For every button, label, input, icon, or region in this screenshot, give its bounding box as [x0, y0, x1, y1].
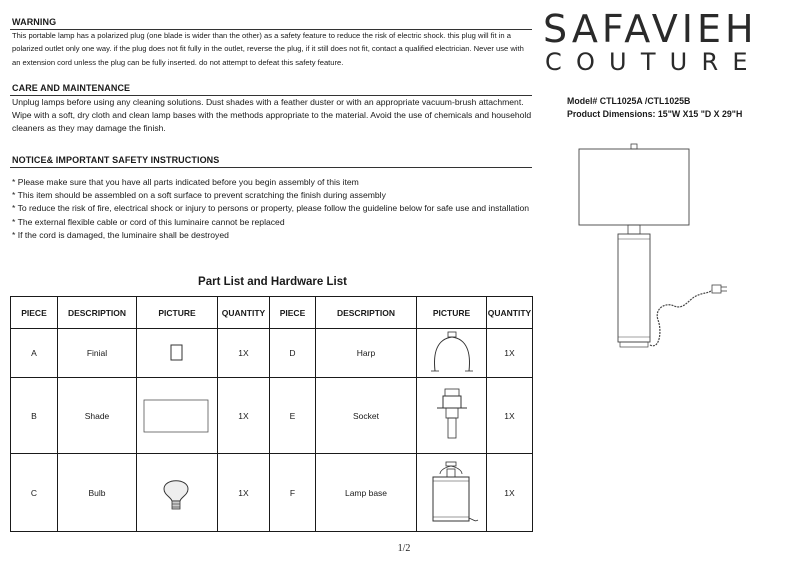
quantity-cell: 1X: [487, 454, 533, 532]
lamp-illustration: [570, 140, 740, 360]
quantity-cell: 1X: [218, 329, 270, 378]
model-number: Model# CTL1025A /CTL1025B: [567, 96, 691, 106]
quantity-cell: 1X: [218, 454, 270, 532]
finial-icon: [167, 343, 187, 363]
quantity-cell: 1X: [487, 378, 533, 454]
description-cell: Harp: [316, 329, 417, 378]
notice-item: * Please make sure that you have all parts indicated before you begin assembly of this item: [12, 177, 359, 187]
socket-icon: [435, 387, 469, 445]
table-row: [11, 378, 533, 454]
table-row: [11, 454, 533, 532]
description-cell: Finial: [58, 329, 137, 378]
notice-title: NOTICE& IMPORTANT SAFETY INSTRUCTIONS: [12, 155, 220, 165]
column-header: PICTURE: [137, 297, 218, 329]
notice-item: * This item should be assembled on a soft surface to prevent scratching the finish during assembly: [12, 190, 386, 201]
picture-cell: [417, 378, 487, 454]
notice-list: [12, 176, 537, 242]
parts-list-title: Part List and Hardware List: [198, 276, 347, 288]
column-header: PIECE: [270, 297, 316, 329]
description-cell: Lamp base: [316, 454, 417, 532]
notice-item: * If the cord is damaged, the luminaire shall be destroyed: [12, 229, 229, 240]
piece-cell: A: [11, 329, 58, 378]
picture-cell: [137, 454, 218, 532]
column-header: DESCRIPTION: [58, 297, 137, 329]
column-header: PIECE: [11, 297, 58, 329]
description-cell: Socket: [316, 378, 417, 454]
piece-cell: B: [11, 378, 58, 454]
harp-icon: [427, 331, 477, 375]
piece-cell: E: [270, 378, 316, 454]
picture-cell: [137, 329, 218, 378]
notice-item: * To reduce the risk of fire, electrical shock or injury to persons or property, please follow the guideline below for safe use and installation: [12, 203, 530, 214]
picture-cell: [417, 454, 487, 532]
quantity-cell: 1X: [218, 378, 270, 454]
piece-cell: F: [270, 454, 316, 532]
column-header: QUANTITY: [487, 297, 533, 329]
notice-item: * The external flexible cable or cord of this luminaire cannot be replaced: [12, 216, 285, 227]
brand-logo-line1: SAFAVIEH: [543, 7, 758, 51]
description-cell: Bulb: [58, 454, 137, 532]
picture-cell: [417, 329, 487, 378]
shade-icon: [142, 397, 212, 435]
page-number: 1/2: [397, 543, 411, 554]
parts-table: [10, 296, 533, 532]
column-header: PICTURE: [417, 297, 487, 329]
table-header-row: [11, 297, 533, 329]
warning-text: This portable lamp has a polarized plug (one blade is wider than the other) as a safety feature to reduce the risk of electric shock. this plug will fit in a polarized outlet only one way. if the plug does not fit fully in the outlet, reverse the plug, if it still does not fit, contact a qualified electrician. Never use with an extension cord unless the plug can be fully inserted. do not attempt to defeat this safety feature.: [12, 31, 524, 67]
table-row: [11, 329, 533, 378]
piece-cell: C: [11, 454, 58, 532]
warning-title: WARNING: [12, 17, 57, 27]
piece-cell: D: [270, 329, 316, 378]
lamp-base-icon: [424, 460, 480, 526]
column-header: QUANTITY: [218, 297, 270, 329]
picture-cell: [137, 378, 218, 454]
product-dimensions: Product Dimensions: 15"W X15 "D X 29"H: [567, 109, 743, 119]
quantity-cell: 1X: [487, 329, 533, 378]
description-cell: Shade: [58, 378, 137, 454]
bulb-icon: [155, 473, 199, 513]
column-header: DESCRIPTION: [316, 297, 417, 329]
care-text: Unplug lamps before using any cleaning solutions. Dust shades with a feather duster or with an appropriate vacuum-brush attachment. Wipe with a soft, dry cloth and clean lamp bases with the methods appropriate to the material. Avoid the use of chemicals and household cleaners as they may damage the finish.: [12, 97, 532, 134]
section-divider: [10, 167, 532, 168]
care-title: CARE AND MAINTENANCE: [12, 83, 131, 93]
brand-logo-line2: COUTURE: [545, 48, 762, 76]
